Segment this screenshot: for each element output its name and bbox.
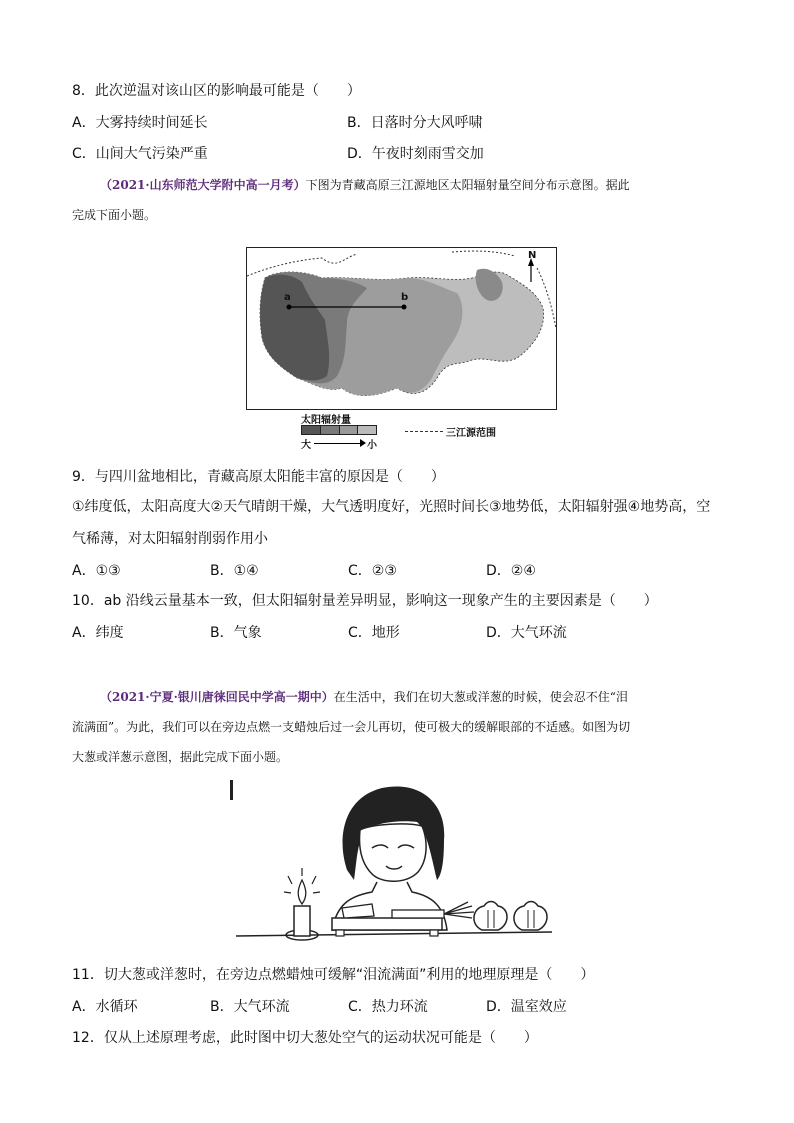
option-letter: B． <box>210 563 234 579</box>
boundary-legend-label: 三江源范围 <box>446 428 496 439</box>
cutting-board <box>332 918 442 930</box>
option-text: 水循环 <box>95 999 138 1015</box>
option-letter: A． <box>72 115 96 131</box>
question-text: 此次逆温对该山区的影响最可能是（ ） <box>94 83 361 99</box>
intro-passage-2 <box>100 688 730 706</box>
intro-passage-1-line2: 完成下面小题。 <box>72 208 157 222</box>
intro-text: 在生活中，我们在切大葱或洋葱的时候，使会忍不住“泪 <box>333 690 628 704</box>
option-letter: D． <box>486 563 511 579</box>
q10-option-a[interactable] <box>72 623 124 643</box>
option-text: 日落时分大风呼啸 <box>370 115 483 131</box>
legend-swatch-1 <box>302 426 320 434</box>
q11-option-d[interactable] <box>486 997 567 1017</box>
candle-icon <box>294 906 310 936</box>
legend-swatch-2 <box>320 426 339 434</box>
option-text: 地形 <box>371 625 400 641</box>
q8-option-a[interactable] <box>72 113 208 133</box>
point-b-label: b <box>401 292 409 303</box>
onion-icon <box>474 902 507 931</box>
q10-option-b[interactable] <box>210 623 262 643</box>
q10-option-c[interactable] <box>348 623 400 643</box>
legend-title: 太阳辐射量 <box>301 415 351 426</box>
q9-option-b[interactable] <box>210 561 259 581</box>
scallion-icon <box>392 910 444 918</box>
q11-option-a[interactable] <box>72 997 138 1017</box>
intro-text: 下图为青藏高原三江源地区太阳辐射量空间分布示意图。据此 <box>305 178 630 192</box>
option-text: 纬度 <box>95 625 124 641</box>
intro-passage-2-line2: 流满面”。为此，我们可以在旁边点燃一支蜡烛后过一会儿再切，使可极大的缓解眼部的不适感。如图为切 <box>72 720 631 734</box>
question-number: 9． <box>72 469 95 485</box>
intro-passage-1 <box>100 176 720 194</box>
option-letter: B． <box>210 999 234 1015</box>
q11-option-b[interactable] <box>210 997 290 1017</box>
option-letter: C． <box>72 146 96 162</box>
option-text: 气象 <box>233 625 262 641</box>
scallion-leaves-icon <box>444 902 474 918</box>
option-text: ①④ <box>233 563 259 579</box>
question-text: ab 沿线云量基本一致，但太阳辐射量差异明显，影响这一现象产生的主要因素是（ ） <box>103 593 658 609</box>
radiation-map <box>246 247 557 410</box>
question-text: 仅从上述原理考虑，此时图中切大葱处空气的运动状况可能是（ ） <box>103 1030 538 1046</box>
question-8 <box>72 81 361 101</box>
option-text: 午夜时刻雨雪交加 <box>371 146 484 162</box>
q9-statements-line1: ①纬度低，太阳高度大②天气晴朗干燥，大气透明度好，光照时间长③地势低，太阳辐射强④地势高，空 <box>72 499 711 515</box>
legend-scale <box>301 425 377 435</box>
question-11 <box>72 965 594 985</box>
boundary-legend-line <box>405 431 443 432</box>
option-text: ①③ <box>95 563 121 579</box>
map-svg <box>247 248 556 409</box>
face <box>360 824 427 881</box>
source-label: （2021·宁夏·银川唐徕回民中学高一期中） <box>100 690 334 704</box>
legend-arrow-line <box>314 443 364 444</box>
option-letter: B． <box>210 625 234 641</box>
intro-passage-2-line3: 大葱或洋葱示意图，据此完成下面小题。 <box>72 750 289 764</box>
q8-option-d[interactable] <box>347 144 484 164</box>
q8-option-b[interactable] <box>347 113 483 133</box>
option-letter: A． <box>72 625 96 641</box>
onion-icon <box>514 902 547 931</box>
north-label: N <box>528 250 537 261</box>
option-text: ②④ <box>510 563 536 579</box>
option-text: 大雾持续时间延长 <box>95 115 208 131</box>
option-letter: A． <box>72 563 96 579</box>
option-text: 温室效应 <box>510 999 567 1015</box>
flame-icon <box>298 880 306 904</box>
option-text: 大气环流 <box>233 999 290 1015</box>
q9-option-a[interactable] <box>72 561 121 581</box>
point-b-marker <box>402 305 407 310</box>
q8-option-c[interactable] <box>72 144 208 164</box>
question-number: 12． <box>72 1030 104 1046</box>
option-letter: D． <box>486 625 511 641</box>
point-a-label: a <box>284 292 291 303</box>
option-text: 热力环流 <box>371 999 428 1015</box>
legend-swatch-4 <box>357 426 376 434</box>
question-9 <box>72 467 445 487</box>
q9-option-c[interactable] <box>348 561 397 581</box>
question-10 <box>72 591 658 611</box>
source-label: （2021·山东师范大学附中高一月考） <box>100 178 306 192</box>
option-text: 山间大气污染严重 <box>95 146 208 162</box>
question-number: 10． <box>72 593 104 609</box>
onion-cutting-illustration <box>232 780 562 950</box>
question-number: 11． <box>72 967 104 983</box>
question-number: 8． <box>72 83 95 99</box>
legend-swatch-3 <box>339 426 358 434</box>
point-a-marker <box>287 305 292 310</box>
option-letter: A． <box>72 999 96 1015</box>
option-letter: C． <box>348 999 372 1015</box>
legend-small-label: 小 <box>367 440 377 451</box>
legend-large-label: 大 <box>301 440 311 451</box>
option-letter: B． <box>347 115 371 131</box>
option-letter: C． <box>348 563 372 579</box>
option-letter: C． <box>348 625 372 641</box>
option-text: 大气环流 <box>510 625 567 641</box>
question-text: 与四川盆地相比，青藏高原太阳能丰富的原因是（ ） <box>94 469 445 485</box>
question-12 <box>72 1028 538 1048</box>
question-text: 切大葱或洋葱时，在旁边点燃蜡烛可缓解“泪流满面”利用的地理原理是（ ） <box>103 967 595 983</box>
option-text: ②③ <box>371 563 397 579</box>
q11-option-c[interactable] <box>348 997 428 1017</box>
q10-option-d[interactable] <box>486 623 567 643</box>
option-letter: D． <box>347 146 372 162</box>
q9-statements-line2: 气稀薄，对太阳辐射削弱作用小 <box>72 531 268 547</box>
table-edge <box>236 932 552 936</box>
option-letter: D． <box>486 999 511 1015</box>
q9-option-d[interactable] <box>486 561 536 581</box>
legend-arrow-icon <box>360 439 366 447</box>
